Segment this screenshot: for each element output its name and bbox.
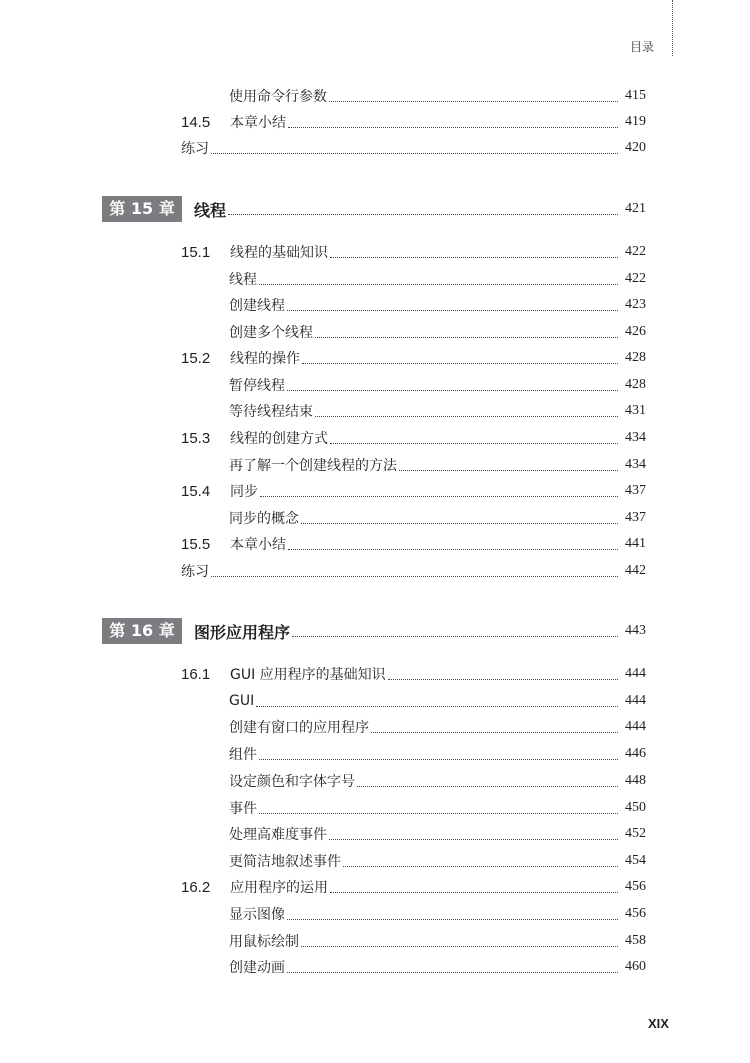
entry-page-number: 428	[625, 377, 646, 392]
entry-page-number: 443	[625, 623, 646, 638]
toc-entry[interactable]	[229, 956, 646, 978]
section-number: 14.5	[181, 113, 211, 131]
entry-title: 图形应用程序	[194, 622, 291, 642]
entry-title: 本章小结	[230, 115, 286, 131]
entry-page-number: 420	[625, 140, 646, 155]
toc-entry[interactable]	[229, 374, 646, 396]
dot-leader	[302, 363, 618, 364]
section-number: 15.3	[181, 429, 211, 447]
entry-page-number: 460	[625, 959, 646, 974]
entry-title: 处理高难度事件	[229, 827, 327, 843]
section-number: 15.4	[181, 482, 211, 500]
dot-leader	[315, 416, 618, 417]
dot-leader	[211, 576, 618, 577]
section-number: 15.1	[181, 243, 211, 261]
dot-leader	[287, 310, 618, 311]
toc-entry[interactable]	[229, 85, 646, 107]
entry-title: 线程	[229, 272, 257, 288]
entry-page-number: 422	[625, 244, 646, 259]
entry-title: 事件	[229, 801, 257, 817]
toc-entry[interactable]	[229, 743, 646, 765]
toc-entry[interactable]	[229, 507, 646, 529]
toc-entry[interactable]	[181, 560, 646, 582]
dot-leader	[256, 706, 618, 707]
entry-title: 组件	[229, 747, 257, 763]
dot-leader	[292, 636, 618, 637]
chapter-badge: 第 15 章	[102, 196, 182, 222]
toc-entry[interactable]	[229, 268, 646, 290]
entry-page-number: 431	[625, 403, 646, 418]
dot-leader	[343, 866, 618, 867]
toc-section-entry[interactable]	[181, 111, 646, 133]
entry-title: 练习	[181, 564, 209, 580]
entry-page-number: 423	[625, 297, 646, 312]
dot-leader	[371, 732, 618, 733]
toc-chapter-entry[interactable]	[102, 617, 646, 645]
entry-page-number: 428	[625, 350, 646, 365]
entry-page-number: 456	[625, 879, 646, 894]
entry-page-number: 444	[625, 719, 646, 734]
running-header: 目录	[630, 40, 655, 54]
entry-page-number: 444	[625, 666, 646, 681]
entry-page-number: 426	[625, 324, 646, 339]
entry-title: 同步的概念	[229, 511, 299, 527]
toc-entry[interactable]	[229, 321, 646, 343]
entry-title: 使用命令行参数	[229, 89, 327, 105]
dot-leader	[399, 470, 618, 471]
section-number: 16.1	[181, 665, 211, 683]
entry-title: 本章小结	[230, 537, 286, 553]
entry-page-number: 458	[625, 933, 646, 948]
entry-title: 创建线程	[229, 298, 285, 314]
entry-page-number: 454	[625, 853, 646, 868]
entry-title: GUI	[229, 693, 255, 709]
dot-leader	[211, 153, 618, 154]
toc-chapter-entry[interactable]	[102, 195, 646, 223]
chapter-badge: 第 16 章	[102, 618, 182, 644]
toc-entry[interactable]	[229, 903, 646, 925]
entry-title: 暂停线程	[229, 378, 285, 394]
entry-title: GUI 应用程序的基础知识	[230, 667, 386, 683]
dot-leader	[287, 972, 618, 973]
entry-page-number: 441	[625, 536, 646, 551]
dot-leader	[287, 919, 618, 920]
entry-title: 创建多个线程	[229, 325, 313, 341]
entry-title: 线程的基础知识	[230, 245, 328, 261]
toc-entry[interactable]	[229, 716, 646, 738]
dot-leader	[329, 839, 618, 840]
entry-title: 同步	[230, 484, 258, 500]
dot-leader	[330, 892, 618, 893]
dot-leader	[228, 214, 618, 215]
entry-title: 线程的创建方式	[230, 431, 328, 447]
dot-leader	[388, 679, 618, 680]
section-number: 15.2	[181, 349, 211, 367]
entry-page-number: 422	[625, 271, 646, 286]
page-number: XIX	[648, 1016, 669, 1031]
toc-entry[interactable]	[229, 770, 646, 792]
dot-leader	[288, 549, 618, 550]
dot-leader	[329, 101, 618, 102]
entry-page-number: 448	[625, 773, 646, 788]
toc-entry[interactable]	[229, 930, 646, 952]
entry-title: 等待线程结束	[229, 404, 313, 420]
entry-page-number: 444	[625, 693, 646, 708]
entry-page-number: 421	[625, 201, 646, 216]
entry-title: 显示图像	[229, 907, 285, 923]
toc-entry[interactable]	[229, 823, 646, 845]
dot-leader	[259, 759, 618, 760]
toc-entry[interactable]	[229, 294, 646, 316]
toc-entry[interactable]	[229, 690, 646, 712]
entry-page-number: 437	[625, 483, 646, 498]
entry-title: 更简洁地叙述事件	[229, 854, 341, 870]
entry-page-number: 442	[625, 563, 646, 578]
dot-leader	[287, 390, 618, 391]
entry-page-number: 434	[625, 457, 646, 472]
entry-title: 练习	[181, 141, 209, 157]
entry-title: 线程的操作	[230, 351, 300, 367]
entry-page-number: 452	[625, 826, 646, 841]
toc-section-entry[interactable]	[181, 533, 646, 555]
entry-page-number: 415	[625, 88, 646, 103]
entry-title: 用鼠标绘制	[229, 934, 299, 950]
toc-section-entry[interactable]	[181, 241, 646, 263]
toc-entry[interactable]	[181, 137, 646, 159]
toc-section-entry[interactable]	[181, 876, 646, 898]
margin-dotted-line	[672, 0, 673, 56]
toc-entry[interactable]	[229, 850, 646, 872]
toc-section-entry[interactable]	[181, 663, 646, 685]
section-number: 15.5	[181, 535, 211, 553]
entry-title: 再了解一个创建线程的方法	[229, 458, 397, 474]
dot-leader	[301, 523, 618, 524]
toc-section-entry[interactable]	[181, 480, 646, 502]
entry-page-number: 450	[625, 800, 646, 815]
entry-title: 线程	[194, 200, 227, 220]
entry-page-number: 456	[625, 906, 646, 921]
toc-entry[interactable]	[229, 400, 646, 422]
section-number: 16.2	[181, 878, 211, 896]
entry-title: 创建动画	[229, 960, 285, 976]
toc-entry[interactable]	[229, 454, 646, 476]
dot-leader	[315, 337, 618, 338]
entry-title: 设定颜色和字体字号	[229, 774, 355, 790]
entry-title: 应用程序的运用	[230, 880, 328, 896]
dot-leader	[301, 946, 618, 947]
entry-page-number: 437	[625, 510, 646, 525]
entry-page-number: 446	[625, 746, 646, 761]
toc-section-entry[interactable]	[181, 347, 646, 369]
dot-leader	[330, 443, 618, 444]
entry-title: 创建有窗口的应用程序	[229, 720, 369, 736]
toc-section-entry[interactable]	[181, 427, 646, 449]
dot-leader	[288, 127, 618, 128]
entry-page-number: 419	[625, 114, 646, 129]
entry-page-number: 434	[625, 430, 646, 445]
toc-entry[interactable]	[229, 797, 646, 819]
dot-leader	[259, 813, 618, 814]
dot-leader	[357, 786, 618, 787]
dot-leader	[330, 257, 618, 258]
dot-leader	[260, 496, 618, 497]
dot-leader	[259, 284, 618, 285]
